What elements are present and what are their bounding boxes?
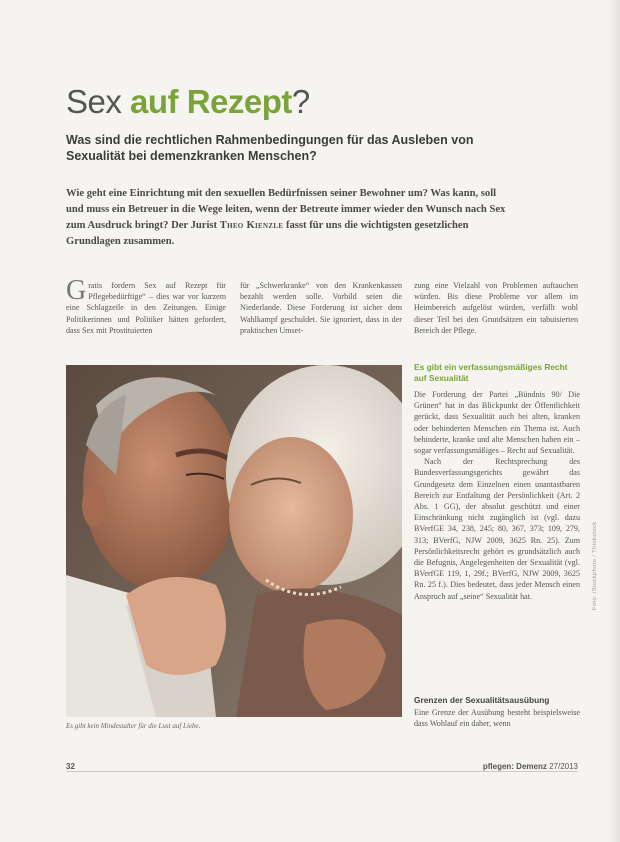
title-part-plain: Sex: [66, 83, 131, 120]
sidebar-heading-2: Grenzen der Sexualitätsausübung: [414, 695, 550, 705]
article-title: [66, 82, 310, 122]
article-photo: [66, 365, 402, 717]
lead-end: fasst für uns die wichtigsten gesetzlichen Grundlagen zusammen.: [66, 220, 469, 247]
page-number: 32: [66, 762, 75, 771]
page-edge-shadow: [608, 0, 620, 842]
article-subtitle: Was sind die rechtlichen Rahmenbedingungen für das Ausleben von Sexualität bei demenzkranken Menschen?: [66, 133, 474, 163]
body-column-3: zung eine Vielzahl von Problemen auftauchen würden. Bis diese Probleme vor allem im Heimbereich aufgelöst würden, verfällt wohl dieser Teil bei den Grundsätzen ein tabuisierten Bereich der Pflege.: [414, 281, 578, 335]
magazine-footer: [483, 762, 578, 771]
sidebar-section-1: [414, 362, 580, 602]
magazine-issue: 27/2013: [546, 762, 578, 771]
body-column-1: [66, 275, 226, 336]
sidebar-paragraph-3: Eine Grenze der Ausübung besteht beispielsweise dass Wohlauf ein daher, wenn: [414, 708, 580, 729]
article-lead: [66, 186, 506, 250]
title-part-accent: auf Rezept: [130, 83, 292, 120]
column-1-text: ratis fordern Sex auf Rezept für Pflegebedürftige“ – dies war vor kurzem eine Schlagzeile in den Zeitungen. Einige Politikerinnen und Politiker hätten gefordert, dass Sex mit Prostituierten: [66, 281, 226, 335]
sidebar-body-1: [414, 389, 580, 602]
footer-rule: [66, 771, 578, 772]
lead-text: Wie geht eine Einrichtung mit den sexuellen Bedürfnissen seiner Bewohner um? Was kann, soll und muss ein Betreuer in die Wege leiten, wenn der Betreute immer wieder den Wunsch nach Sex zum Ausdruck bringt? Der Jurist: [66, 188, 506, 231]
sidebar-paragraph-2: Nach der Rechtsprechung des Bundesverfassungsgerichts gewährt das Grundgesetz dem Einzelnen einen unantastbaren Bereich zur Entfaltung der Persönlichkeit (Art. 2 Abs. 1 GG), der absolut geschützt und einer Einschränkung nicht zugänglich ist (vgl. dazu BVerfGE 34, 238, 245; 80, 367, 373; 109, 279, 313; BVerfG, NJW 2009, 3625 Rn. 25). Zum Persönlichkeitsrecht gehört es grundsätzlich auch die Befugnis, Angelegenheiten der Sexualität (vgl. BVerfGE 119, 1, 29f.; BVerfG, NJW 2009, 3625 Rn. 25 f.). Dies bedeutet, dass jeder Mensch einen Anspruch auf „seine“ Sexualität hat.: [414, 457, 580, 601]
title-question-mark: ?: [291, 83, 310, 120]
lead-author: Theo Kienzle: [219, 220, 284, 231]
photo-caption: Es gibt kein Mindestalter für die Lust auf Liebe.: [66, 722, 201, 730]
sidebar-heading-1: Es gibt ein verfassungsmäßiges Recht auf Sexualität: [414, 362, 568, 383]
magazine-name: pflegen: Demenz: [482, 762, 547, 771]
photo-credit: Foto: iStockphoto / Thinkstock: [592, 521, 598, 610]
sidebar-paragraph-1: Die Forderung der Partei „Bündnis 90/ Die Grünen“ hat in das Blickpunkt der Öffentlichkeit gerückt, dass Sexualität auch bei alten, kranken oder behinderten Menschen ein Thema ist. Auch behinderte, kranke und alte Menschen haben ein – sogar verfassungsmäßiges – Recht auf Sexualität.: [414, 390, 580, 456]
photo-illustration: [66, 365, 402, 717]
drop-cap: G: [66, 275, 87, 306]
body-column-2: für „Schwerkranke“ von den Krankenkassen bezahlt werden solle. Vorbild seien die Niederlande. Diese Forderung ist sicher dem Wahlkampf geschuldet. Sie ignoriert, dass in der praktischen Umset-: [240, 281, 402, 335]
